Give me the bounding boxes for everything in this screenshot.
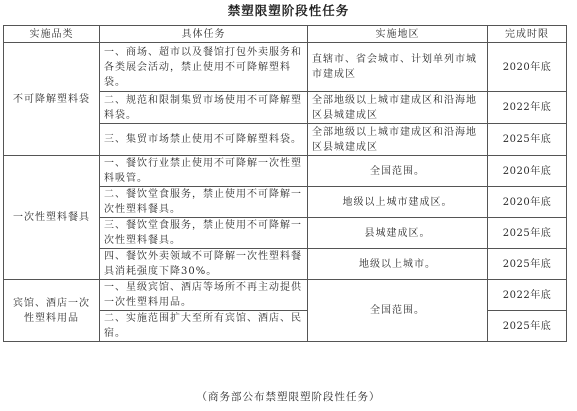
- region-cell: 县城建成区。: [308, 218, 488, 249]
- deadline-cell: 2020年底: [488, 43, 567, 92]
- deadline-cell: 2025年底: [488, 249, 567, 280]
- deadline-cell: 2025年底: [488, 124, 567, 156]
- region-cell: 全部地级以上城市建成区和沿海地区县城建成区: [308, 124, 488, 156]
- task-cell: 一、餐饮行业禁止使用不可降解一次性塑料吸管。: [100, 156, 308, 187]
- task-cell: 三、集贸市场禁止使用不可降解塑料袋。: [100, 124, 308, 156]
- figure-caption: （商务部公布禁塑限塑阶段性任务）: [196, 391, 381, 403]
- header-task: 具体任务: [100, 26, 308, 43]
- tasks-table: [3, 25, 567, 342]
- deadline-cell: 2022年底: [488, 92, 567, 124]
- task-cell: 三、餐饮堂食服务，禁止使用不可降解一次性塑料餐具。: [100, 218, 308, 249]
- header-category: 实施品类: [4, 26, 100, 43]
- deadline-cell: 2022年底: [488, 280, 567, 311]
- deadline-cell: 2025年底: [488, 218, 567, 249]
- task-cell: 二、规范和限制集贸市场使用不可降解塑料袋。: [100, 92, 308, 124]
- table-row: [4, 43, 567, 92]
- task-cell: 二、餐饮堂食服务，禁止使用不可降解一次性塑料餐具。: [100, 187, 308, 218]
- region-cell: 地级以上城市。: [308, 249, 488, 280]
- region-cell: 全国范围。: [308, 280, 488, 342]
- page-title: 禁塑限塑阶段性任务: [227, 3, 350, 18]
- task-cell: 一、星级宾馆、酒店等场所不再主动提供一次性塑料用品。: [100, 280, 308, 311]
- region-cell: 全部地级以上城市建成区和沿海地区县城建成区: [308, 92, 488, 124]
- deadline-cell: 2020年底: [488, 187, 567, 218]
- task-cell: 一、商场、超市以及餐馆打包外卖服务和各类展会活动，禁止使用不可降解塑料袋。: [100, 43, 308, 92]
- table-row: [4, 280, 567, 311]
- category-cell: 一次性塑料餐具: [4, 156, 100, 280]
- task-cell: 四、餐饮外卖领域不可降解一次性塑料餐具消耗强度下降30%。: [100, 249, 308, 280]
- region-cell: 直辖市、省会城市、计划单列市城市建成区: [308, 43, 488, 92]
- table-row: [4, 156, 567, 187]
- region-cell: 全国范围。: [308, 156, 488, 187]
- deadline-cell: 2020年底: [488, 156, 567, 187]
- category-cell: 宾馆、酒店一次性塑料用品: [4, 280, 100, 342]
- table-header-row: [4, 26, 567, 43]
- deadline-cell: 2025年底: [488, 311, 567, 342]
- header-region: 实施地区: [308, 26, 488, 43]
- header-deadline: 完成时限: [488, 26, 567, 43]
- task-cell: 二、实施范围扩大至所有宾馆、酒店、民宿。: [100, 311, 308, 342]
- region-cell: 地级以上城市建成区。: [308, 187, 488, 218]
- category-cell: 不可降解塑料袋: [4, 43, 100, 156]
